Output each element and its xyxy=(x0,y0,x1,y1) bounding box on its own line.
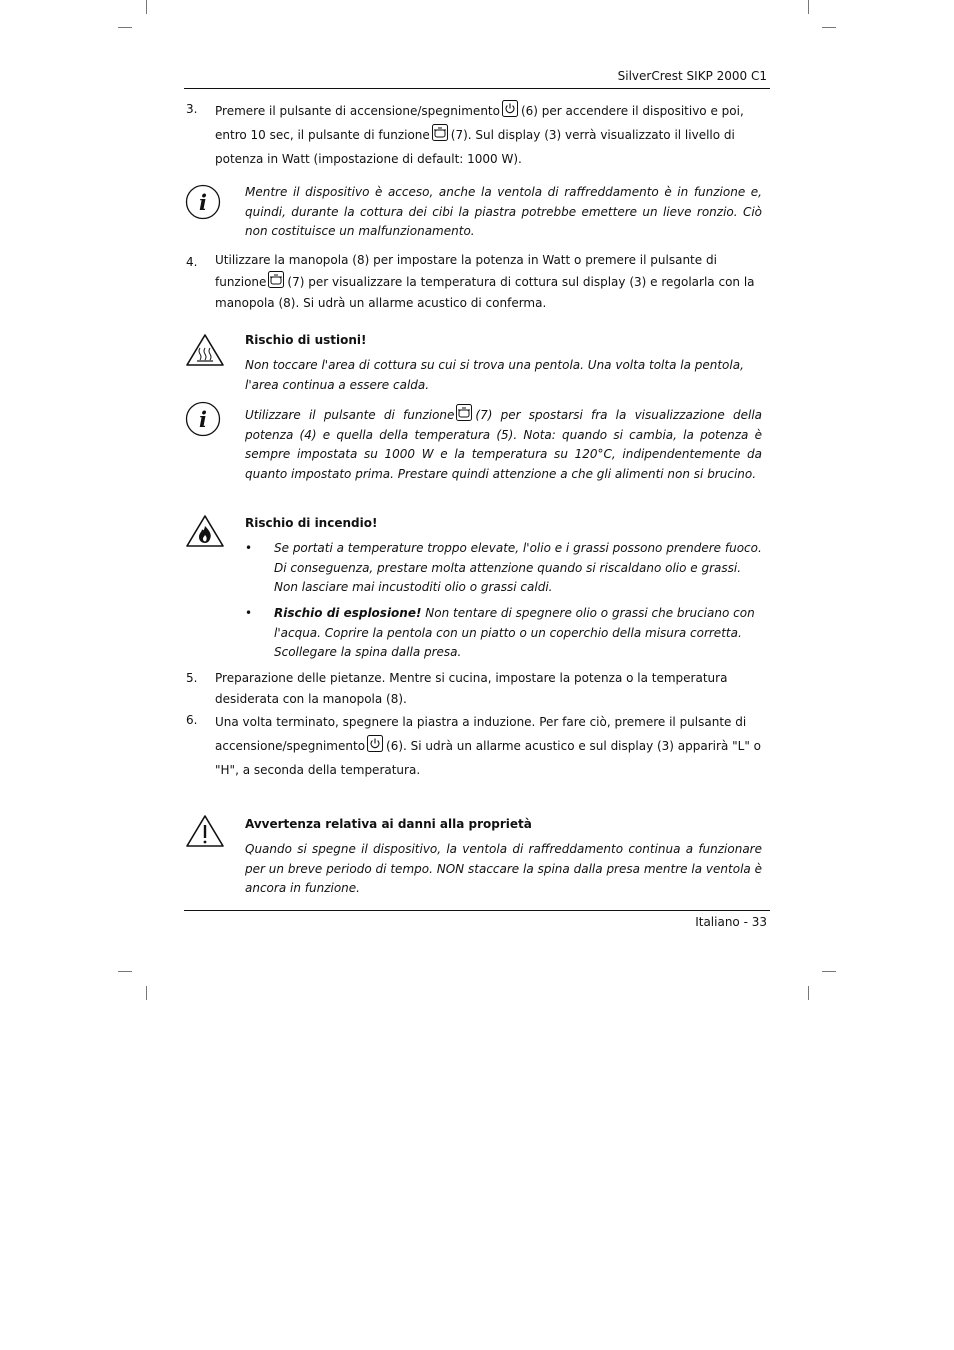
hot-surface-warning-icon xyxy=(185,333,225,371)
info-note-1: Mentre il dispositivo è acceso, anche la ventola di raffreddamento è in funzione e, quindi, durante la cottura dei cibi la piastra potrebbe emettere un lieve ronzio. Ciò non costituisce un malfunzionamento. xyxy=(245,185,762,238)
power-button-icon xyxy=(367,735,383,752)
crop-mark xyxy=(808,986,809,1000)
function-button-icon xyxy=(456,404,472,421)
header-rule xyxy=(184,88,770,89)
bullet-marker: • xyxy=(245,606,253,620)
bullet-marker: • xyxy=(245,541,253,555)
step-6-text-b: (6). Si udrà un allarme acustico e sul display (3) apparirà "L" o "H", a seconda della temperatura. xyxy=(215,739,761,777)
fire-warning-bullet-1: Se portati a temperature troppo elevate, l'olio e i grassi possono prendere fuoco. Di conseguenza, prestare molta attenzione quando si riscaldano olio e grassi. Non lasciare mai incustoditi olio o grassi caldi. xyxy=(274,541,762,594)
step-4-text xyxy=(215,250,763,314)
crop-mark xyxy=(822,27,836,28)
burn-warning-text: Non toccare l'area di cottura su cui si trova una pentola. Una volta tolta la pentola, l'area continua a essere calda. xyxy=(245,358,744,392)
info-icon xyxy=(185,401,221,441)
caution-triangle-icon xyxy=(185,814,225,852)
step-number: 3. xyxy=(186,102,198,116)
power-button-icon xyxy=(502,100,518,117)
function-button-icon xyxy=(268,271,284,288)
fire-warning-bullet-2 xyxy=(274,604,764,663)
fire-warning-icon xyxy=(185,514,225,552)
step-4-text-a: Utilizzare la manopola (8) per impostare la potenza in Watt o premere il pulsante di funzione xyxy=(215,253,717,289)
step-3-text xyxy=(215,99,763,171)
step-6-text-a: Una volta terminato, spegnere la piastra a induzione. Per fare ciò, premere il pulsante di accensione/spegnimento xyxy=(215,715,747,753)
footer-rule xyxy=(184,910,770,911)
step-3-text-c: (7). Sul display (3) verrà visualizzato il livello di potenza in Watt (impostazione di default: 1000 W). xyxy=(215,128,735,166)
info-icon xyxy=(185,184,221,224)
step-4-text-b: (7) per visualizzare la temperatura di cottura sul display (3) e regolarla con la manopola (8). Si udrà un allarme acustico di conferma. xyxy=(215,275,755,310)
step-6-text xyxy=(215,710,763,782)
explosion-risk-label: Rischio di esplosione! xyxy=(274,606,422,620)
step-number: 4. xyxy=(186,255,198,269)
svg-text:i: i xyxy=(199,190,207,215)
info-note-2-b: (7) per spostarsi fra la visualizzazione della potenza (4) e quella della temperatura (5). Nota: quando si cambia, la potenza è sempre impostata su 1000 W e la temperatura su 120°C, indipendentemente da quanto impostato prima. Prestare quindi attenzione a che gli alimenti non si brucino. xyxy=(245,408,763,481)
crop-mark xyxy=(822,971,836,972)
step-number: 6. xyxy=(186,713,198,727)
fire-warning-title: Rischio di incendio! xyxy=(245,516,378,530)
damage-warning-title: Avvertenza relativa ai danni alla proprietà xyxy=(245,817,532,831)
page-footer-number: Italiano - 33 xyxy=(695,915,767,929)
crop-mark xyxy=(146,986,147,1000)
fire-warning-bullet-2-text: Non tentare di spegnere olio o grassi che bruciano con l'acqua. Coprire la pentola con un piatto o un coperchio della misura corretta. Scollegare la spina dalla presa. xyxy=(274,606,755,659)
step-number: 5. xyxy=(186,671,198,685)
step-5-text: Preparazione delle pietanze. Mentre si cucina, impostare la potenza o la temperatura desiderata con la manopola (8). xyxy=(215,671,728,706)
damage-warning-text: Quando si spegne il dispositivo, la ventola di raffreddamento continua a funzionare per un breve periodo di tempo. NON staccare la spina dalla presa mentre la ventola è ancora in funzione. xyxy=(245,842,762,895)
crop-mark xyxy=(808,0,809,14)
svg-text:i: i xyxy=(199,407,207,432)
crop-mark xyxy=(118,27,132,28)
crop-mark xyxy=(146,0,147,14)
burn-warning-title: Rischio di ustioni! xyxy=(245,333,367,347)
step-3-text-a: Premere il pulsante di accensione/spegnimento xyxy=(215,104,500,118)
info-note-2 xyxy=(245,404,762,484)
page-header-title: SilverCrest SIKP 2000 C1 xyxy=(617,69,767,83)
function-button-icon xyxy=(432,124,448,141)
crop-mark xyxy=(118,971,132,972)
step-3-text-b: (6) per accendere il dispositivo e poi, entro 10 sec, il pulsante di funzione xyxy=(215,104,744,142)
info-note-2-a: Utilizzare il pulsante di funzione xyxy=(245,408,455,422)
